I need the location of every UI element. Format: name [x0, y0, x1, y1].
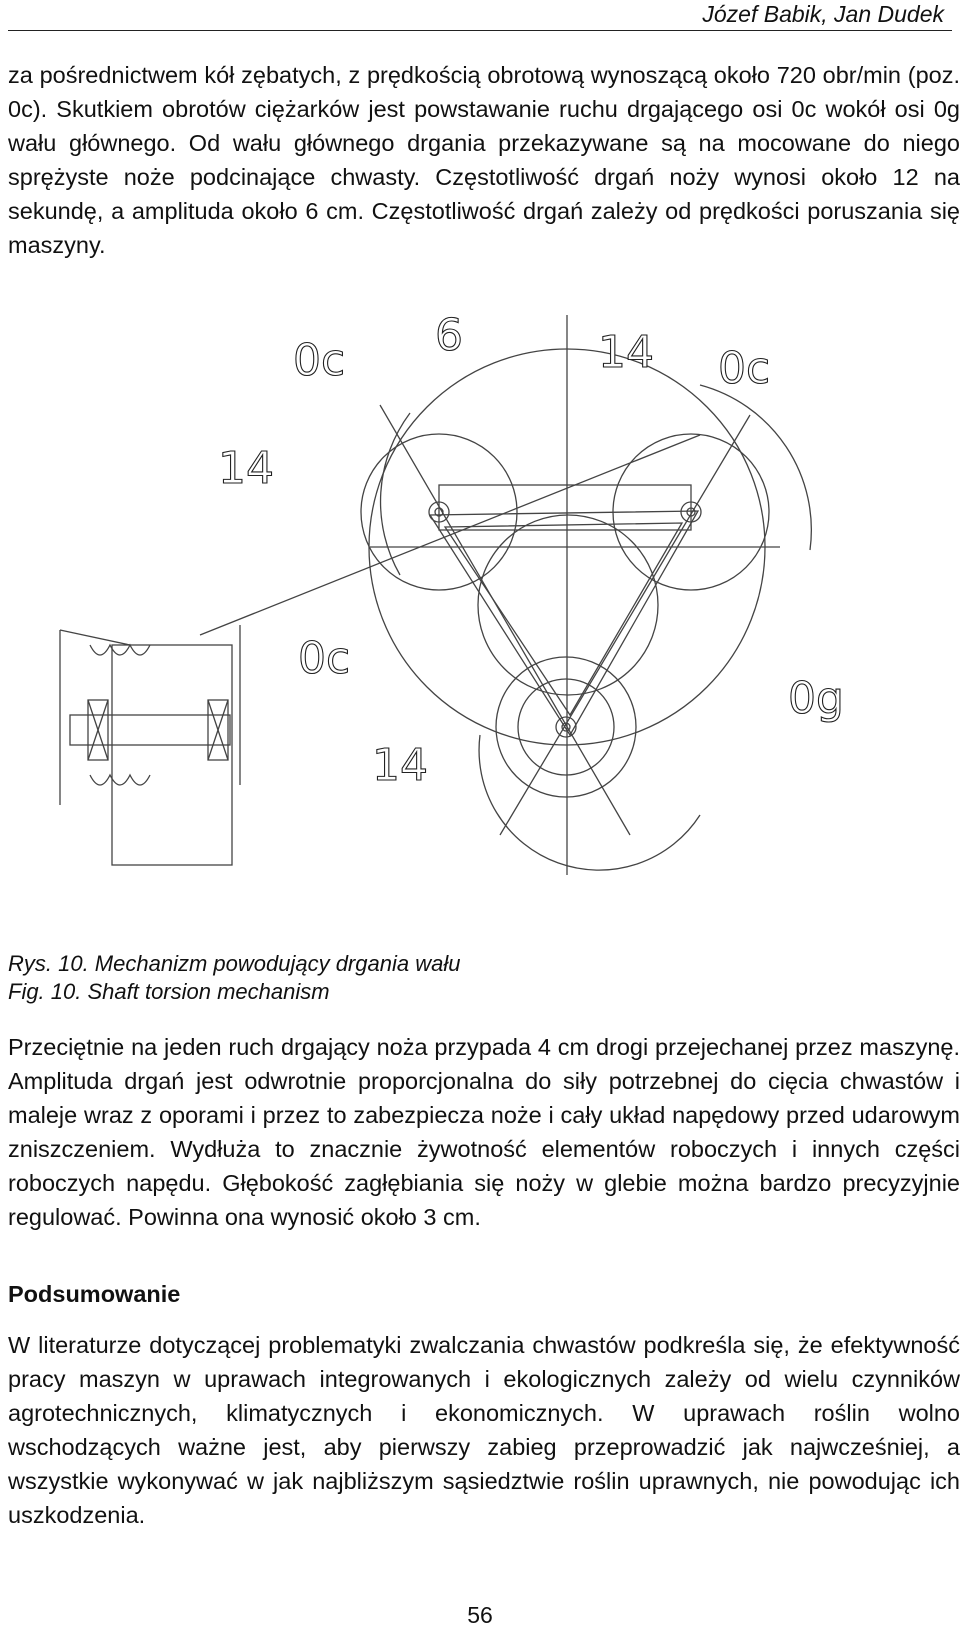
central-circle — [478, 515, 658, 695]
lobe-bottom — [479, 735, 700, 870]
figure-caption-english: Fig. 10. Shaft torsion mechanism — [8, 979, 330, 1004]
side-gear-top — [90, 645, 150, 655]
side-housing — [112, 645, 232, 865]
paragraph-intro: za pośrednictwem kół zębatych, z prędkością obrotową wynoszącą około 720 obr/min (poz. 0c). Skutkiem obrotów ciężarków jest powstawanie ruchu drgającego osi 0c wokół osi 0g wału głównego. Od wału głównego drgania przekazywane są na mocowane do niego sprężyste noże podcinające chwasty. Częstotliwość drgań noży wynosi około 12 na sekundę, a amplituda około 6 cm. Częstotliwość drgań zależy od prędkości poruszania się maszyny. — [8, 62, 960, 258]
eccentric-inner-bottom — [518, 679, 614, 775]
figure-caption-polish: Rys. 10. Mechanizm powodujący drgania wału — [8, 951, 461, 976]
label-fourteen-left: 14 — [218, 443, 274, 494]
label-og: 0g — [788, 673, 844, 724]
label-fourteen-bottom: 14 — [372, 740, 428, 791]
section-heading-summary: Podsumowanie — [8, 1281, 181, 1307]
page-number: 56 — [467, 1602, 493, 1628]
paragraph-summary: W literaturze dotyczącej problematyki zwalczania chwastów podkreśla się, że efektywność pracy maszyn w uprawach integrowanych i ekologicznych zależy od wielu czynników agrotechnicznych, klimatycznych i ekonomicznych. W uprawach roślin wolno wschodzących ważne jest, aby pierwszy zabieg przeprowadzić jak najwcześniej, a wszystkie wykonywać w jak najbliższym sąsiedztwie roślin uprawnych, nie powodując ich uszkodzenia. — [8, 1332, 960, 1528]
label-fourteen-top: 14 — [598, 327, 654, 378]
header-authors: Józef Babik, Jan Dudek — [702, 1, 944, 27]
running-header — [8, 0, 952, 31]
hub-bottom — [556, 717, 576, 737]
center-line-diagonal-2 — [500, 415, 750, 835]
mechanism-drawing — [50, 315, 910, 945]
belt-triangle — [430, 511, 698, 735]
label-oc-middle: 0c — [298, 633, 351, 684]
label-six: 6 — [435, 315, 463, 361]
label-oc-top-right: 0c — [718, 343, 771, 394]
lobe-left — [381, 413, 410, 575]
mechanism-figure — [50, 315, 910, 945]
side-plate-top — [60, 630, 130, 645]
label-oc-top-left: 0c — [293, 335, 346, 386]
eccentric-circle-bottom — [496, 657, 636, 797]
paragraph-amplitude: Przeciętnie na jeden ruch drgający noża przypada 4 cm drogi przejechanej przez maszynę. Amplituda drgań jest odwrotnie proporcjonalna do siły potrzebnej do cięcia chwastów i maleje wraz z oporami i przez to zabezpiecza noże i cały układ napędowy przed udarowym zniszczeniem. Wydłuża to znacznie żywotność elementów roboczych i innych części roboczych napędu. Głębokość zagłębiania się noży w glebie można bardzo precyzyjnie regulować. Powinna ona wynosić około 3 cm. — [8, 1034, 960, 1230]
belt-triangle-inner — [445, 523, 682, 715]
side-gear-bottom — [90, 775, 150, 785]
